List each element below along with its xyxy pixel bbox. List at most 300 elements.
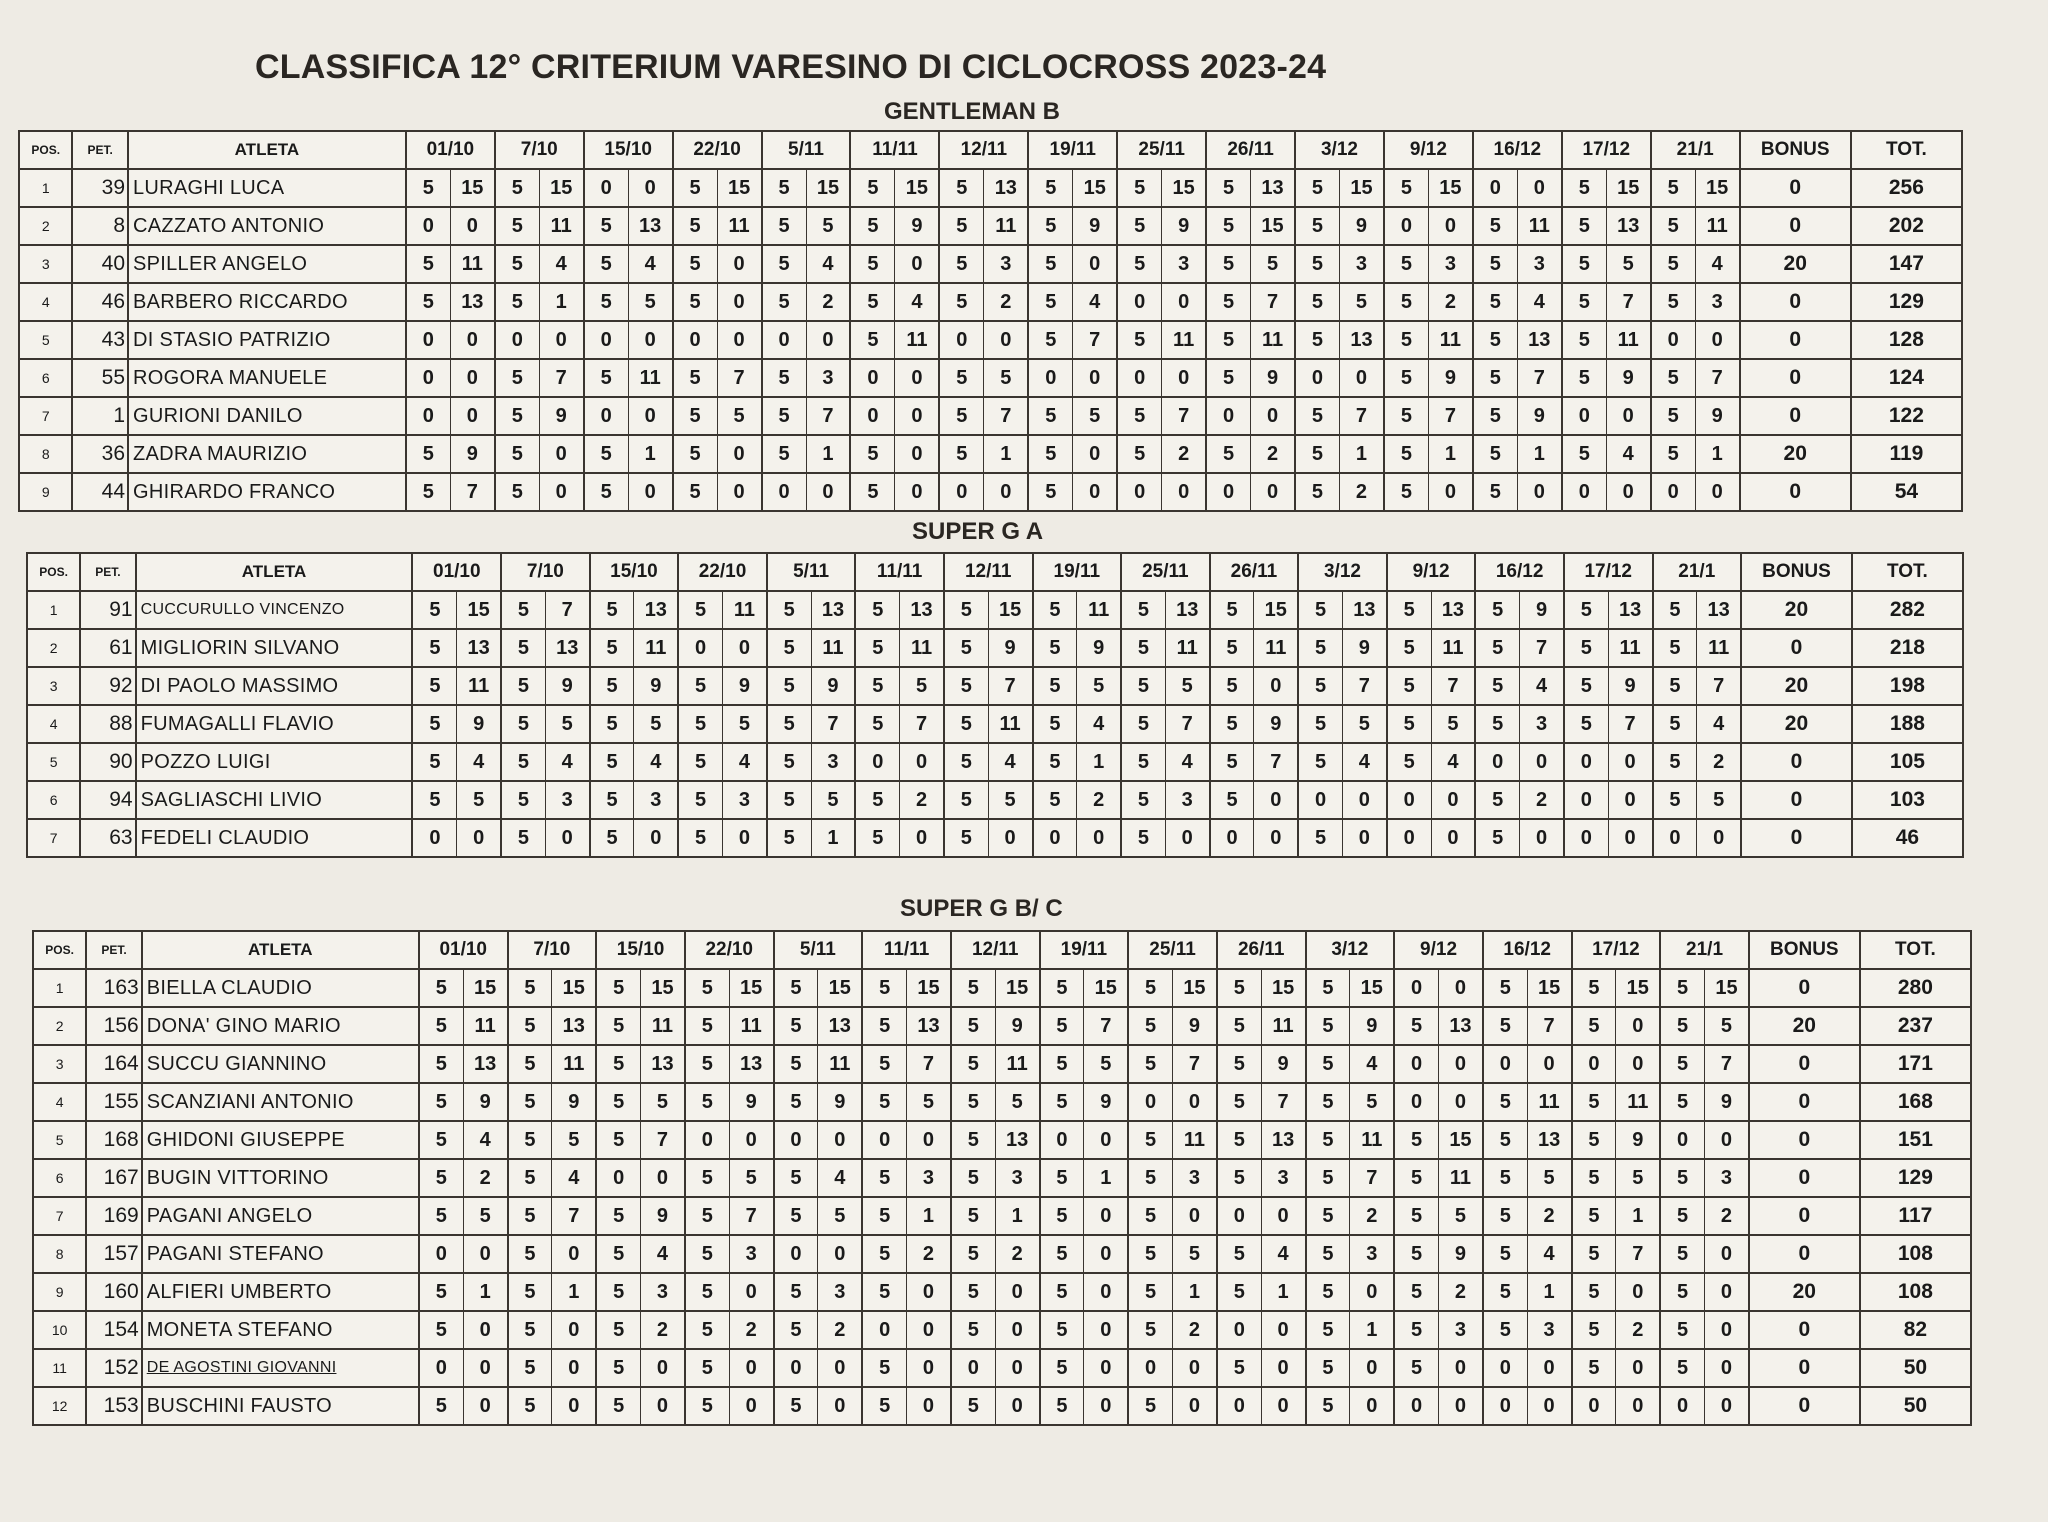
score-cell: 0 (1084, 1121, 1128, 1159)
score-cell: 5 (1217, 1273, 1261, 1311)
position-cell: 2 (27, 629, 80, 667)
score-cell: 5 (1084, 1045, 1128, 1083)
column-header-pos: POS. (27, 553, 80, 591)
score-cell: 0 (895, 473, 939, 511)
bib-number-cell: 164 (86, 1045, 141, 1083)
score-cell: 5 (762, 359, 806, 397)
score-cell: 0 (806, 321, 850, 359)
score-cell: 9 (457, 705, 501, 743)
score-cell: 3 (1165, 781, 1209, 819)
score-cell: 7 (1517, 359, 1561, 397)
score-cell: 5 (419, 1387, 463, 1425)
score-cell: 5 (1475, 629, 1519, 667)
score-cell: 0 (463, 1349, 507, 1387)
score-cell: 5 (419, 1083, 463, 1121)
score-cell: 0 (1705, 1349, 1749, 1387)
score-cell: 0 (1117, 283, 1161, 321)
score-cell: 5 (1473, 359, 1517, 397)
score-cell: 0 (1572, 1045, 1616, 1083)
score-cell: 7 (806, 397, 850, 435)
score-cell: 0 (545, 819, 589, 857)
athlete-name-cell: ROGORA MANUELE (128, 359, 406, 397)
score-cell: 4 (1527, 1235, 1571, 1273)
score-cell: 11 (1517, 207, 1561, 245)
position-cell: 1 (27, 591, 80, 629)
score-cell: 2 (1251, 435, 1295, 473)
score-cell: 4 (1077, 705, 1121, 743)
score-cell: 5 (678, 743, 722, 781)
score-cell: 4 (988, 743, 1032, 781)
table-row (19, 473, 1962, 511)
score-cell: 0 (673, 321, 717, 359)
score-cell: 5 (1295, 397, 1339, 435)
score-cell: 0 (1394, 969, 1438, 1007)
score-cell: 5 (1394, 1235, 1438, 1273)
bonus-cell: 0 (1749, 1045, 1860, 1083)
score-cell: 5 (1527, 1159, 1571, 1197)
score-cell: 0 (1254, 667, 1298, 705)
score-cell: 0 (1084, 1311, 1128, 1349)
score-cell: 2 (1705, 1197, 1749, 1235)
score-cell: 0 (895, 245, 939, 283)
score-cell: 5 (419, 1159, 463, 1197)
score-cell: 9 (1251, 359, 1295, 397)
score-cell: 13 (729, 1045, 773, 1083)
score-cell: 5 (412, 591, 456, 629)
score-cell: 0 (717, 283, 761, 321)
score-cell: 0 (1431, 781, 1475, 819)
score-cell: 9 (1616, 1121, 1660, 1159)
total-cell: 129 (1851, 283, 1962, 321)
score-cell: 1 (1428, 435, 1472, 473)
score-cell: 9 (641, 1197, 685, 1235)
score-cell: 0 (1217, 1197, 1261, 1235)
score-cell: 4 (1350, 1045, 1394, 1083)
score-cell: 5 (1475, 819, 1519, 857)
score-cell: 7 (1606, 283, 1650, 321)
score-cell: 0 (1084, 1235, 1128, 1273)
score-cell: 5 (717, 397, 761, 435)
score-cell: 0 (463, 1235, 507, 1273)
score-cell: 5 (1217, 1083, 1261, 1121)
score-cell: 5 (995, 1083, 1039, 1121)
score-cell: 13 (450, 283, 494, 321)
score-cell: 1 (552, 1273, 596, 1311)
score-cell: 11 (539, 207, 583, 245)
score-cell: 11 (1251, 321, 1295, 359)
score-cell: 1 (1339, 435, 1383, 473)
score-cell: 5 (907, 1083, 951, 1121)
score-cell: 11 (1527, 1083, 1571, 1121)
score-cell: 0 (628, 397, 672, 435)
total-cell: 147 (1851, 245, 1962, 283)
score-cell: 5 (774, 969, 818, 1007)
column-header-date: 11/11 (855, 553, 944, 591)
score-cell: 5 (1660, 1311, 1704, 1349)
score-cell: 0 (1173, 1083, 1217, 1121)
score-cell: 3 (1520, 705, 1564, 743)
score-cell: 0 (463, 1387, 507, 1425)
score-cell: 13 (457, 629, 501, 667)
column-header-date: 3/12 (1295, 131, 1384, 169)
score-cell: 9 (1173, 1007, 1217, 1045)
table-row (33, 1273, 1971, 1311)
score-cell: 2 (806, 283, 850, 321)
column-header-date: 01/10 (412, 553, 501, 591)
score-cell: 13 (1517, 321, 1561, 359)
score-cell: 3 (1439, 1311, 1483, 1349)
score-cell: 5 (1660, 1045, 1704, 1083)
column-header-date: 9/12 (1384, 131, 1473, 169)
score-cell: 0 (419, 1349, 463, 1387)
score-cell: 5 (1028, 283, 1072, 321)
total-cell: 171 (1860, 1045, 1971, 1083)
score-cell: 7 (1697, 667, 1741, 705)
score-cell: 1 (539, 283, 583, 321)
score-cell: 5 (1033, 629, 1077, 667)
score-cell: 5 (1206, 245, 1250, 283)
score-cell: 3 (1527, 1311, 1571, 1349)
bib-number-cell: 155 (86, 1083, 141, 1121)
score-cell: 5 (1394, 1121, 1438, 1159)
score-cell: 0 (584, 397, 628, 435)
score-cell: 5 (818, 1197, 862, 1235)
score-cell: 4 (1342, 743, 1386, 781)
athlete-name-cell: LURAGHI LUCA (128, 169, 406, 207)
position-cell: 7 (33, 1197, 86, 1235)
score-cell: 11 (1439, 1159, 1483, 1197)
standings-table-super-g-bc (32, 930, 1972, 1426)
score-cell: 2 (1527, 1197, 1571, 1235)
score-cell: 0 (995, 1387, 1039, 1425)
bib-number-cell: 169 (86, 1197, 141, 1235)
score-cell: 5 (1651, 283, 1695, 321)
score-cell: 5 (590, 819, 634, 857)
score-cell: 0 (717, 435, 761, 473)
score-cell: 5 (1572, 1197, 1616, 1235)
score-cell: 9 (988, 629, 1032, 667)
score-cell: 0 (1128, 1083, 1172, 1121)
score-cell: 5 (1117, 321, 1161, 359)
score-cell: 0 (1651, 321, 1695, 359)
score-cell: 0 (1473, 169, 1517, 207)
score-cell: 5 (1306, 1349, 1350, 1387)
athlete-name-cell: SCANZIANI ANTONIO (142, 1083, 419, 1121)
score-cell: 5 (1394, 1197, 1438, 1235)
score-cell: 5 (678, 781, 722, 819)
score-cell: 5 (457, 781, 501, 819)
score-cell: 5 (419, 1273, 463, 1311)
score-cell: 0 (1084, 1387, 1128, 1425)
column-header-date: 5/11 (767, 553, 856, 591)
score-cell: 5 (590, 667, 634, 705)
score-cell: 0 (900, 743, 944, 781)
score-cell: 5 (1473, 321, 1517, 359)
column-header-date: 3/12 (1306, 931, 1395, 969)
score-cell: 2 (641, 1311, 685, 1349)
score-cell: 5 (673, 245, 717, 283)
score-cell: 2 (1350, 1197, 1394, 1235)
score-cell: 5 (774, 1045, 818, 1083)
score-cell: 3 (818, 1273, 862, 1311)
score-cell: 5 (951, 1007, 995, 1045)
score-cell: 5 (1653, 591, 1697, 629)
score-cell: 2 (818, 1311, 862, 1349)
score-cell: 9 (1261, 1045, 1305, 1083)
score-cell: 5 (1117, 435, 1161, 473)
score-cell: 0 (1210, 819, 1254, 857)
column-header-pet: PET. (80, 553, 135, 591)
score-cell: 5 (1128, 1007, 1172, 1045)
score-cell: 5 (406, 169, 450, 207)
score-cell: 5 (1210, 781, 1254, 819)
score-cell: 5 (1217, 1159, 1261, 1197)
score-cell: 7 (1073, 321, 1117, 359)
score-cell: 7 (1428, 397, 1472, 435)
score-cell: 9 (1339, 207, 1383, 245)
score-cell: 5 (1306, 1235, 1350, 1273)
score-cell: 3 (811, 743, 855, 781)
column-header-atleta: ATLETA (128, 131, 406, 169)
score-cell: 0 (1695, 321, 1739, 359)
score-cell: 4 (552, 1159, 596, 1197)
score-cell: 5 (806, 207, 850, 245)
score-cell: 1 (1350, 1311, 1394, 1349)
score-cell: 15 (1527, 969, 1571, 1007)
score-cell: 7 (988, 667, 1032, 705)
score-cell: 13 (1608, 591, 1652, 629)
score-cell: 0 (1073, 359, 1117, 397)
score-cell: 9 (1073, 207, 1117, 245)
score-cell: 5 (495, 207, 539, 245)
score-cell: 0 (1073, 473, 1117, 511)
score-cell: 5 (1306, 1387, 1350, 1425)
score-cell: 0 (1173, 1197, 1217, 1235)
table-row (33, 969, 1971, 1007)
score-cell: 9 (1520, 591, 1564, 629)
athlete-name-cell: MIGLIORIN SILVANO (136, 629, 413, 667)
score-cell: 5 (1040, 1311, 1084, 1349)
score-cell: 5 (811, 781, 855, 819)
table-row (27, 591, 1963, 629)
score-cell: 0 (1616, 1007, 1660, 1045)
position-cell: 6 (27, 781, 80, 819)
score-cell: 5 (767, 819, 811, 857)
score-cell: 0 (406, 359, 450, 397)
score-cell: 5 (1121, 591, 1165, 629)
score-cell: 5 (1651, 359, 1695, 397)
score-cell: 5 (862, 1045, 906, 1083)
score-cell: 0 (1475, 743, 1519, 781)
score-cell: 5 (1121, 743, 1165, 781)
score-cell: 0 (1173, 1387, 1217, 1425)
score-cell: 0 (1261, 1349, 1305, 1387)
score-cell: 11 (1173, 1121, 1217, 1159)
score-cell: 5 (673, 359, 717, 397)
score-cell: 5 (508, 1349, 552, 1387)
column-header-date: 12/11 (951, 931, 1040, 969)
score-cell: 5 (508, 1311, 552, 1349)
score-cell: 11 (811, 629, 855, 667)
score-cell: 0 (1040, 1121, 1084, 1159)
total-cell: 105 (1852, 743, 1963, 781)
score-cell: 2 (1428, 283, 1472, 321)
score-cell: 11 (1254, 629, 1298, 667)
score-cell: 5 (1653, 629, 1697, 667)
score-cell: 11 (895, 321, 939, 359)
score-cell: 5 (673, 473, 717, 511)
position-cell: 9 (19, 473, 72, 511)
score-cell: 5 (862, 1235, 906, 1273)
score-cell: 5 (508, 1083, 552, 1121)
header-row (27, 553, 1963, 591)
column-header-date: 01/10 (406, 131, 495, 169)
bib-number-cell: 92 (80, 667, 135, 705)
score-cell: 5 (1117, 245, 1161, 283)
score-cell: 5 (1217, 1007, 1261, 1045)
score-cell: 5 (1384, 283, 1428, 321)
bib-number-cell: 1 (72, 397, 128, 435)
score-cell: 15 (1084, 969, 1128, 1007)
score-cell: 5 (596, 1349, 640, 1387)
position-cell: 3 (19, 245, 72, 283)
score-cell: 5 (1040, 1387, 1084, 1425)
score-cell: 5 (1306, 1045, 1350, 1083)
score-cell: 15 (895, 169, 939, 207)
score-cell: 5 (1298, 705, 1342, 743)
score-cell: 15 (1428, 169, 1472, 207)
score-cell: 0 (584, 321, 628, 359)
score-cell: 5 (951, 1083, 995, 1121)
table-row (19, 397, 1962, 435)
score-cell: 0 (1217, 1311, 1261, 1349)
score-cell: 5 (495, 359, 539, 397)
column-header-date: 25/11 (1121, 553, 1210, 591)
score-cell: 5 (495, 435, 539, 473)
score-cell: 5 (988, 781, 1032, 819)
position-cell: 6 (33, 1159, 86, 1197)
score-cell: 5 (1128, 969, 1172, 1007)
score-cell: 1 (463, 1273, 507, 1311)
score-cell: 0 (1705, 1311, 1749, 1349)
score-cell: 2 (984, 283, 1028, 321)
bib-number-cell: 152 (86, 1349, 141, 1387)
score-cell: 5 (774, 1311, 818, 1349)
score-cell: 0 (1527, 1349, 1571, 1387)
score-cell: 5 (1077, 667, 1121, 705)
header-row (33, 931, 1971, 969)
score-cell: 5 (1040, 1007, 1084, 1045)
score-cell: 2 (1616, 1311, 1660, 1349)
column-header-date: 22/10 (685, 931, 774, 969)
score-cell: 5 (1040, 1045, 1084, 1083)
score-cell: 11 (1608, 629, 1652, 667)
score-cell: 5 (855, 591, 899, 629)
score-cell: 5 (685, 1387, 729, 1425)
score-cell: 0 (1653, 819, 1697, 857)
score-cell: 0 (634, 819, 678, 857)
score-cell: 0 (717, 473, 761, 511)
score-cell: 3 (1162, 245, 1206, 283)
score-cell: 5 (1483, 1007, 1527, 1045)
bonus-cell: 0 (1749, 1197, 1860, 1235)
score-cell: 0 (900, 819, 944, 857)
score-cell: 9 (1517, 397, 1561, 435)
score-cell: 5 (944, 743, 988, 781)
score-cell: 5 (596, 1121, 640, 1159)
score-cell: 5 (1121, 705, 1165, 743)
bonus-cell: 0 (1749, 969, 1860, 1007)
score-cell: 5 (508, 1007, 552, 1045)
score-cell: 5 (1251, 245, 1295, 283)
score-cell: 3 (1695, 283, 1739, 321)
total-cell: 282 (1852, 591, 1963, 629)
score-cell: 5 (1306, 1083, 1350, 1121)
score-cell: 0 (1298, 781, 1342, 819)
score-cell: 5 (685, 1311, 729, 1349)
score-cell: 0 (988, 819, 1032, 857)
table-row (33, 1235, 1971, 1273)
score-cell: 1 (1517, 435, 1561, 473)
score-cell: 5 (1572, 1311, 1616, 1349)
score-cell: 5 (1564, 667, 1608, 705)
score-cell: 0 (457, 819, 501, 857)
score-cell: 7 (1251, 283, 1295, 321)
score-cell: 5 (1473, 473, 1517, 511)
score-cell: 5 (1033, 781, 1077, 819)
score-cell: 0 (855, 743, 899, 781)
column-header-date: 7/10 (495, 131, 584, 169)
score-cell: 5 (951, 1235, 995, 1273)
score-cell: 5 (678, 591, 722, 629)
score-cell: 4 (1520, 667, 1564, 705)
score-cell: 5 (1295, 473, 1339, 511)
score-cell: 5 (584, 359, 628, 397)
score-cell: 13 (634, 591, 678, 629)
score-cell: 5 (767, 705, 811, 743)
score-cell: 5 (508, 1121, 552, 1159)
position-cell: 4 (33, 1083, 86, 1121)
column-header-tot: TOT. (1852, 553, 1963, 591)
score-cell: 5 (1572, 1349, 1616, 1387)
column-header-pet: PET. (86, 931, 141, 969)
table-row (19, 207, 1962, 245)
score-cell: 4 (895, 283, 939, 321)
score-cell: 5 (767, 629, 811, 667)
score-cell: 5 (1705, 1007, 1749, 1045)
score-cell: 1 (984, 435, 1028, 473)
score-cell: 5 (951, 1273, 995, 1311)
score-cell: 5 (1128, 1235, 1172, 1273)
column-header-date: 21/1 (1651, 131, 1740, 169)
position-cell: 6 (19, 359, 72, 397)
score-cell: 5 (641, 1083, 685, 1121)
score-cell: 0 (1428, 473, 1472, 511)
bib-number-cell: 61 (80, 629, 135, 667)
score-cell: 5 (495, 473, 539, 511)
total-cell: 280 (1860, 969, 1971, 1007)
score-cell: 13 (811, 591, 855, 629)
total-cell: 168 (1860, 1083, 1971, 1121)
score-cell: 5 (1653, 781, 1697, 819)
score-cell: 0 (1261, 1197, 1305, 1235)
score-cell: 5 (673, 435, 717, 473)
score-cell: 5 (501, 743, 545, 781)
score-cell: 5 (862, 1349, 906, 1387)
total-cell: 117 (1860, 1197, 1971, 1235)
score-cell: 5 (1128, 1273, 1172, 1311)
bonus-cell: 0 (1741, 629, 1852, 667)
